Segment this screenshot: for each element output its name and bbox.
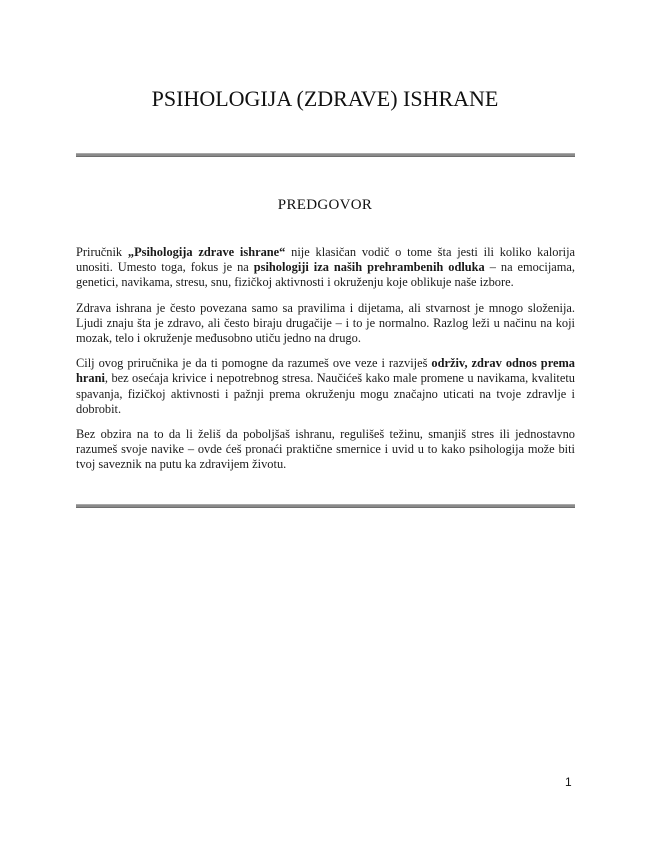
- emphasized-text: „Psihologija zdrave ishrane“: [127, 245, 286, 259]
- section-heading: PREDGOVOR: [277, 197, 373, 213]
- paragraph-text: Zdrava ishrana je često povezana samo sa pravilima i dijetama, ali stvarnost je mnogo složenija. Ljudi znaju šta je zdravo, ali često biraju drugačije – i to je normalno. Razlog leži u načinu na koji mozak, telo i okruženje međusobno utiču jedno na drugo.: [76, 300, 575, 346]
- body-text: [76, 245, 575, 483]
- paragraph-text: nije klasičan vodič o tome šta jesti ili koliko kalorija unositi. Umesto toga, fokus je na: [76, 245, 576, 275]
- page-number: 1: [565, 775, 572, 789]
- document-title: PSIHOLOGIJA (ZDRAVE) ISHRANE: [151, 86, 499, 111]
- paragraph-text: Priručnik: [76, 245, 128, 259]
- paragraph: [76, 356, 575, 417]
- paragraph: [76, 427, 575, 473]
- paragraph-text: Bez obzira na to da li želiš da poboljšaš ishranu, regulišeš težinu, smanjiš stres ili jednostavno razumeš svoje navike – ovde ćeš pronaći praktične smernice i uvid u to kako psihologija može biti tvoj saveznik na putu ka zdravijem životu.: [76, 427, 575, 472]
- emphasized-text: psihologiji iza naših prehrambenih odluka: [253, 260, 485, 275]
- paragraph-text: – na emocijama, genetici, navikama, stresu, snu, fizičkoj aktivnosti i okruženju koje oblikuje naše izbore.: [76, 260, 575, 290]
- paragraph: [76, 301, 575, 347]
- paragraph: [76, 245, 575, 291]
- paragraph-text: Cilj ovog priručnika je da ti pomogne da razumeš ove veze i razviješ: [76, 356, 432, 371]
- emphasized-text: održiv, zdrav odnos prema hrani: [76, 356, 575, 386]
- bottom-divider-rule: [76, 504, 575, 508]
- top-divider-rule: [76, 153, 575, 157]
- paragraph-text: , bez osećaja krivice i nepotrebnog stresa. Naučićeš kako male promene u navikama, kvalitetu spavanja, fizičkoj aktivnosti i pažnji prema okruženju mogu značajno uticati na tvoje zdravlje i dobrobit.: [76, 371, 575, 416]
